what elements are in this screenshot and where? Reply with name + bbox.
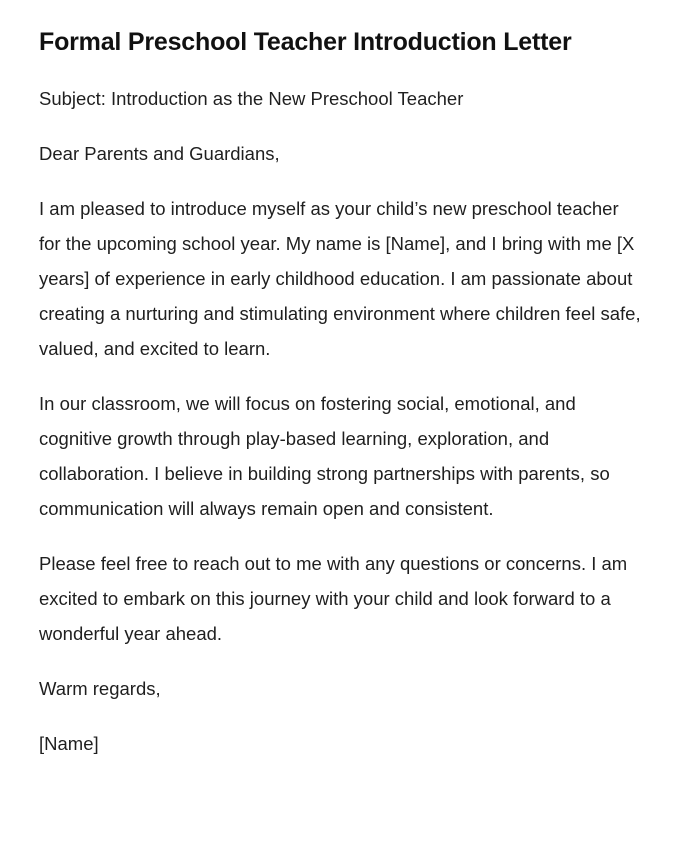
letter-paragraph: I am pleased to introduce myself as your child’s new preschool teacher for the upcoming school year. My name is [Name], and I bring with me [X years] of experience in early childhood education. I am passionate about creating a nurturing and stimulating environment where children feel safe, valued, and excited to learn. [39,198,641,359]
signature: [Name] [39,733,99,754]
page-title: Formal Preschool Teacher Introduction Letter [39,28,572,56]
closing: Warm regards, [39,678,161,699]
letter-paragraph: In our classroom, we will focus on fostering social, emotional, and cognitive growth through play-based learning, exploration, and collaboration. I believe in building strong partnerships with parents, so communication will always remain open and consistent. [39,393,610,519]
salutation: Dear Parents and Guardians, [39,143,280,164]
letter-paragraph: Please feel free to reach out to me with any questions or concerns. I am excited to embark on this journey with your child and look forward to a wonderful year ahead. [39,553,628,644]
subject-line: Subject: Introduction as the New Preschool Teacher [39,88,464,109]
